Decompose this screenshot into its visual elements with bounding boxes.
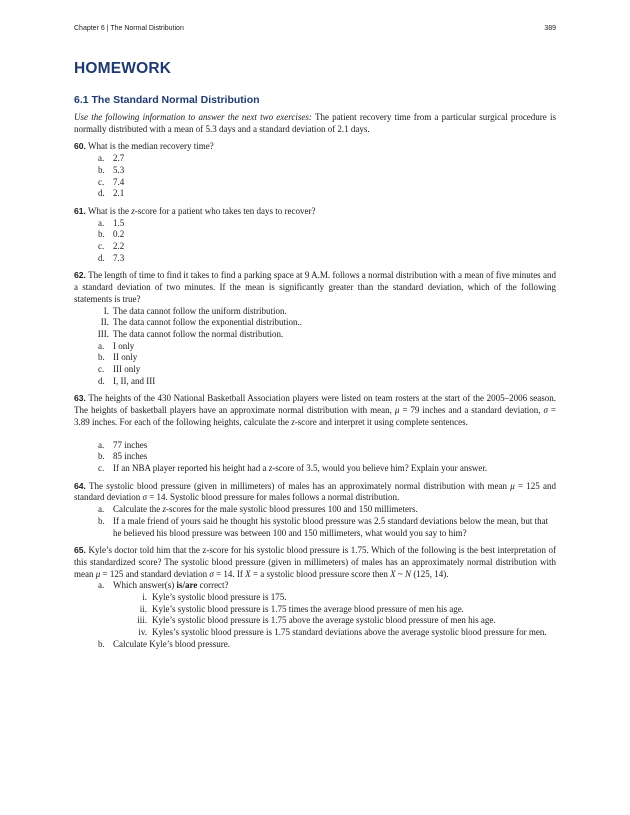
exercise-64-prompt: 64. The systolic blood pressure (given in millimeters) of males has an approximately normal distribution with mean μ = 125 and standard deviation σ = 14. Systolic blood pressure for males follows a normal distribution.: [74, 480, 556, 503]
exercise-63-prompt: 63. The heights of the 430 National Basketball Association players were listed on team rosters at the start of the 2005–2006 season. The heights of basketball players have an approximate normal distribution with mean, μ = 79 inches and a standard deviation, σ = 3.89 inches. For each of the following heights, calculate the z-score and interpret it using complete sentences.: [74, 393, 557, 427]
exercise-61: [74, 206, 556, 265]
section-title: 6.1 The Standard Normal Distribution: [74, 94, 260, 106]
option-b: b. 85 inches: [98, 451, 148, 462]
statement-iii: III. The data cannot follow the normal distribution.: [97, 328, 284, 339]
option-c: c. If an NBA player reported his height had a z-score of 3.5, would you believe him? Explain your answer.: [98, 462, 488, 473]
option-b: b. If a male friend of yours said he thought his systolic blood pressure was 2.5 standard deviations below the mean, but that he believed his blood pressure was between 100 and 150 millimeters, what would you say to him?: [98, 515, 549, 538]
option-c: c. III only: [98, 364, 141, 375]
exercise-text: What is the median recovery time?: [85, 141, 214, 152]
exercise-64: [74, 481, 556, 540]
option-a: a. Calculate the z-scores for the male systolic blood pressures 100 and 150 millimeters.: [98, 504, 418, 515]
exercise-65: [74, 545, 556, 650]
option-c: c. 7.4: [98, 176, 125, 187]
option-b: b. II only: [98, 352, 138, 363]
intro-lead: Use the following information to answer the next two exercises:: [74, 112, 312, 122]
option-d: d. I, II, and III: [98, 375, 156, 386]
option-a: a. I only: [98, 340, 135, 351]
sub-option-i: i. Kyle’s systolic blood pressure is 175.: [142, 592, 287, 603]
exercise-62-options: [74, 341, 556, 388]
option-b: b. 0.2: [98, 229, 125, 240]
option-a: a. 1.5: [98, 217, 125, 228]
option-d: d. 2.1: [98, 188, 125, 199]
exercise-number: 64.: [74, 480, 86, 491]
option-a: a. Which answer(s) is/are correct?: [98, 580, 229, 591]
exercise-60: [74, 141, 556, 200]
intro-paragraph: [74, 112, 556, 135]
exercise-64-options: [74, 504, 556, 539]
spacer: [74, 429, 556, 440]
statement-ii: II. The data cannot follow the exponential distribution..: [100, 317, 302, 328]
option-a: a. 2.7: [98, 153, 125, 164]
exercise-62-prompt: 62. The length of time to find it takes to find a parking space at 9 A.M. follows a normal distribution with a mean of five minutes and a standard deviation of two minutes. If the mean is significantly greater than the standard deviation, which of the following statements is true?: [74, 270, 556, 304]
exercise-number: 63.: [74, 393, 86, 404]
sub-option-iv: iv. Kyles’s systolic blood pressure is 1.75 standard deviations above the average systolic blood pressure for men.: [138, 627, 547, 638]
sub-option-ii: ii. Kyle’s systolic blood pressure is 1.75 times the average blood pressure of men his age.: [139, 603, 464, 614]
exercise-61-prompt: 61. What is the z-score for a patient who takes ten days to recover?: [74, 205, 316, 216]
exercise-63: [74, 393, 556, 474]
exercise-62-statements: [74, 306, 556, 341]
statement-i: I. The data cannot follow the uniform distribution.: [103, 305, 287, 316]
option-b: b. 5.3: [98, 164, 125, 175]
option-d: d. 7.3: [98, 252, 125, 263]
exercise-number: 61.: [74, 205, 86, 216]
homework-body: [74, 112, 556, 657]
sub-option-iii: iii. Kyle’s systolic blood pressure is 1.75 above the average systolic blood pressure of men his age.: [137, 615, 496, 626]
exercise-number: 60.: [74, 141, 86, 152]
page-number: 389: [544, 25, 556, 32]
option-a: a. 77 inches: [98, 439, 148, 450]
chapter-title: Chapter 6 | The Normal Distribution: [74, 25, 184, 32]
exercise-62: [74, 270, 556, 387]
exercise-65-options: [74, 580, 556, 650]
exercise-60-options: [74, 153, 556, 200]
exercise-65-prompt: 65. Kyle’s doctor told him that the z-score for his systolic blood pressure is 1.75. Which of the following is the best interpretation of this standardized score? The systolic blood pressure (given in millimeters) of males has an approximately normal distribution with mean μ = 125 and standard deviation σ = 14. If X = a systolic blood pressure score then X ~ N (125, 14).: [74, 545, 556, 579]
exercise-number: 65.: [74, 545, 86, 556]
option-c: c. 2.2: [98, 241, 125, 252]
exercise-63-options: [74, 440, 556, 475]
page-header: [74, 25, 556, 37]
intro-text: The patient recovery time from a particular surgical procedure is normally distributed with a mean of 5.3 days and a standard deviation of 2.1 days.: [74, 112, 556, 134]
exercise-61-options: [74, 218, 556, 265]
homework-title: HOMEWORK: [74, 60, 172, 77]
exercise-number: 62.: [74, 270, 86, 281]
option-b: b. Calculate Kyle’s blood pressure.: [98, 638, 230, 649]
exercise-60-prompt: [74, 141, 556, 153]
